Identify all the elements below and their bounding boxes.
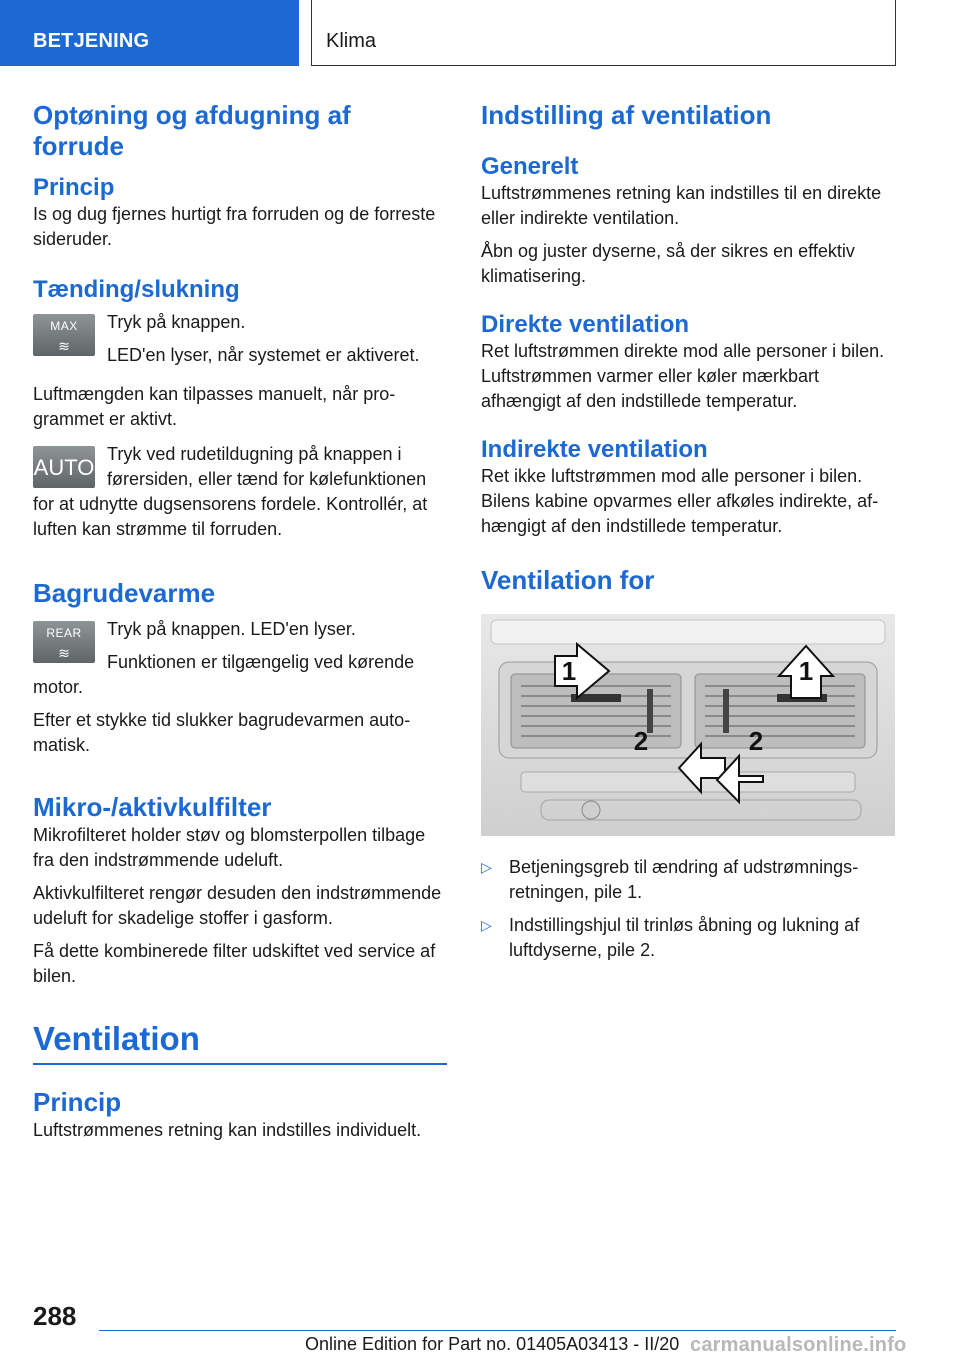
triangle-bullet-icon: ▷	[481, 917, 492, 933]
svg-text:1: 1	[561, 656, 577, 686]
auto-text: Tryk ved rudetildugning på knappen i førersiden, eller tænd for kølefunktionen for at udnytte dugsensorens fordele. Kontrollér, at luften kan strømme til forruden.	[33, 444, 428, 539]
rear-defrost-icon: REAR ≋	[33, 621, 95, 663]
rear-text-1: Tryk på knappen. LED'en lyser.	[107, 619, 356, 639]
filter-text-3: Få dette kombinerede filter udskiftet ved service af bilen.	[33, 941, 436, 986]
rear-heading: Bagrudevarme	[33, 578, 216, 608]
principle-heading: Princip	[33, 174, 115, 201]
svg-text:1: 1	[798, 656, 814, 686]
rear-defrost-row	[33, 617, 447, 700]
vent-principle-heading: Princip	[33, 1087, 122, 1117]
filter-text-1: Mikrofilteret holder støv og blomsterpollen tilbage fra den indstrømmende udeluft.	[33, 825, 426, 870]
max-defrost-row	[33, 310, 447, 368]
max-defrost-icon: MAX ≋	[33, 314, 95, 356]
settings-title: Indstilling af ventilation	[481, 100, 772, 130]
direct-text: Ret luftstrømmen direkte mod alle personer i bilen. Luftstrømmen varmer eller køler mærkbart afhængigt af den indstillede temperatur.	[481, 341, 885, 411]
filter-heading: Mikro-/aktivkulfilter	[33, 792, 272, 822]
watermark: carmanualsonline.info	[690, 1334, 907, 1356]
max-text-2: LED'en lyser, når systemet er aktiveret.	[107, 345, 420, 365]
left-column	[33, 100, 447, 1143]
auto-button-icon: AUTO	[33, 446, 95, 488]
max-text-1: Tryk på knappen.	[107, 312, 246, 332]
footer-rule	[99, 1330, 896, 1331]
front-ventilation-heading: Ventilation for	[481, 565, 655, 595]
rear-text-3: Efter et stykke tid slukker bagrudevarmen automatisk.	[33, 710, 411, 755]
defrost-title: Optøning og afdugning af forrude	[33, 100, 351, 161]
vent-principle-text: Luftstrømmenes retning kan indstilles individuelt.	[33, 1120, 422, 1140]
indirect-heading: Indirekte ventilation	[481, 436, 708, 463]
right-column	[481, 100, 895, 963]
general-text-2: Åbn og juster dyserne, så der sikres en effektiv klimatisering.	[481, 241, 855, 286]
air-vents-photo	[481, 614, 895, 836]
indirect-text: Ret ikke luftstrømmen mod alle personer i bilen. Bilens kabine opvarmes eller afkøles indirekte, afhængigt af den indstillede temperatur.	[481, 466, 879, 536]
principle-text: Is og dug fjernes hurtigt fra forruden og de forreste sideruder.	[33, 204, 436, 249]
title-underline	[33, 1063, 447, 1065]
bullet-item: ▷ Betjeningsgreb til ændring af udstrømningsretningen, pile 1.	[481, 857, 859, 902]
page-header	[0, 0, 960, 66]
chapter-tab: Klima	[311, 0, 896, 66]
ventilation-title: Ventilation	[33, 1020, 200, 1057]
general-heading: Generelt	[481, 153, 579, 180]
svg-text:2: 2	[633, 726, 649, 756]
rear-text-2: Funktionen er tilgængelig ved kørende motor.	[33, 652, 415, 697]
svg-text:2: 2	[748, 726, 764, 756]
general-text-1: Luftstrømmenes retning kan indstilles til en direkte eller indirekte ventilation.	[481, 183, 882, 228]
bullet-item: ▷ Indstillingshjul til trinløs åbning og lukning af luftdyserne, pile 2.	[481, 915, 860, 960]
page-number: 288	[33, 1301, 77, 1331]
section-tab: BETJENING	[0, 0, 299, 66]
direct-heading: Direkte ventilation	[481, 311, 690, 338]
filter-text-2: Aktivkulfilteret rengør desuden den indstrømmende udeluft for skadelige stoffer i gasform.	[33, 883, 442, 928]
onoff-heading: Tænding/slukning	[33, 276, 240, 303]
triangle-bullet-icon: ▷	[481, 859, 492, 875]
auto-row	[33, 442, 447, 542]
edition-text: Online Edition for Part no. 01405A03413 - II/20	[305, 1334, 680, 1354]
airflow-text: Luftmængden kan tilpasses manuelt, når programmet er aktivt.	[33, 384, 396, 429]
